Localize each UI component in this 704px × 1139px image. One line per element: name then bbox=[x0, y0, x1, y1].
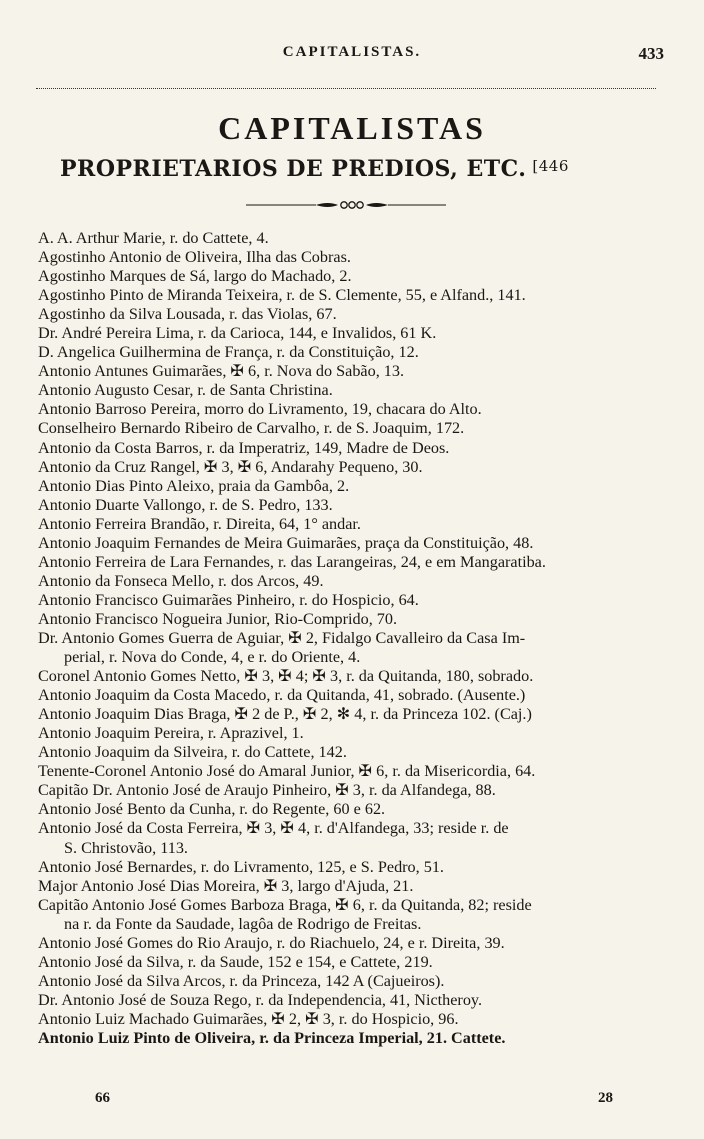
list-item: Dr. Antonio Gomes Guerra de Aguiar, ✠ 2, Fidalgo Cavalleiro da Casa Im- bbox=[38, 628, 526, 647]
list-item-continuation: perial, r. Nova do Conde, 4, e r. do Oriente, 4. bbox=[64, 648, 361, 667]
list-item: Antonio José da Silva, r. da Saude, 152 e 154, e Cattete, 219. bbox=[38, 952, 433, 971]
page-footer bbox=[0, 1090, 704, 1110]
list-item: Antonio Francisco Nogueira Junior, Rio-Comprido, 70. bbox=[38, 609, 398, 628]
list-item-continuation: S. Christovão, 113. bbox=[64, 838, 188, 857]
list-item: Capitão Antonio José Gomes Barboza Braga, ✠ 6, r. da Quitanda, 82; reside bbox=[38, 895, 532, 914]
list-item: Agostinho Antonio de Oliveira, Ilha das Cobras. bbox=[38, 248, 351, 267]
section-title: CAPITALISTAS bbox=[218, 110, 486, 146]
list-item: Antonio Joaquim Dias Braga, ✠ 2 de P., ✠ 2, ✻ 4, r. da Princeza 102. (Caj.) bbox=[38, 705, 532, 724]
header-rule bbox=[36, 88, 656, 89]
list-item: Conselheiro Bernardo Ribeiro de Carvalho, r. de S. Joaquim, 172. bbox=[38, 419, 465, 438]
list-item: Antonio José Bento da Cunha, r. do Regente, 60 e 62. bbox=[38, 800, 386, 819]
subtitle-ref: [446 bbox=[532, 157, 569, 175]
list-item: Tenente-Coronel Antonio José do Amaral Junior, ✠ 6, r. da Misericordia, 64. bbox=[38, 762, 536, 781]
subtitle-text: PROPRIETARIOS DE PREDIOS, ETC. bbox=[60, 156, 527, 182]
list-item: Antonio da Cruz Rangel, ✠ 3, ✠ 6, Andarahy Pequeno, 30. bbox=[38, 457, 423, 476]
list-item: Capitão Dr. Antonio José de Araujo Pinheiro, ✠ 3, r. da Alfandega, 88. bbox=[38, 781, 496, 800]
list-item: D. Angelica Guilhermina de França, r. da Constituição, 12. bbox=[38, 343, 419, 362]
list-item: Dr. Antonio José de Souza Rego, r. da Independencia, 41, Nictheroy. bbox=[38, 990, 482, 1009]
list-item: Antonio da Costa Barros, r. da Imperatriz, 149, Madre de Deos. bbox=[38, 438, 450, 457]
list-item: Antonio José Bernardes, r. do Livramento, 125, e S. Pedro, 51. bbox=[38, 857, 444, 876]
list-item: Antonio Augusto Cesar, r. de Santa Christina. bbox=[38, 381, 333, 400]
list-item: Major Antonio José Dias Moreira, ✠ 3, largo d'Ajuda, 21. bbox=[38, 876, 414, 895]
list-item: Antonio Francisco Guimarães Pinheiro, r. do Hospicio, 64. bbox=[38, 590, 419, 609]
list-item: Agostinho Marques de Sá, largo do Machado, 2. bbox=[38, 267, 352, 286]
list-item: Antonio José da Costa Ferreira, ✠ 3, ✠ 4, r. d'Alfandega, 33; reside r. de bbox=[38, 819, 509, 838]
footer-signature-right: 28 bbox=[598, 1090, 613, 1106]
list-item: Agostinho Pinto de Miranda Teixeira, r. de S. Clemente, 55, e Alfand., 141. bbox=[38, 286, 526, 305]
list-item: Antonio Joaquim da Costa Macedo, r. da Quitanda, 41, sobrado. (Ausente.) bbox=[38, 686, 526, 705]
list-item: Antonio Dias Pinto Aleixo, praia da Gambôa, 2. bbox=[38, 476, 350, 495]
entries-list bbox=[38, 229, 668, 1048]
list-item: Antonio da Fonseca Mello, r. dos Arcos, 49. bbox=[38, 571, 324, 590]
list-item: Antonio Luiz Pinto de Oliveira, r. da Princeza Imperial, 21. Cattete. bbox=[38, 1028, 506, 1047]
list-item: Antonio Joaquim Fernandes de Meira Guimarães, praça da Constituição, 48. bbox=[38, 533, 534, 552]
list-item: Antonio José Gomes do Rio Araujo, r. do Riachuelo, 24, e r. Direita, 39. bbox=[38, 933, 505, 952]
ornament-divider bbox=[246, 198, 446, 212]
list-item: Antonio Ferreira Brandão, r. Direita, 64, 1° andar. bbox=[38, 514, 361, 533]
list-item: Antonio Joaquim da Silveira, r. do Cattete, 142. bbox=[38, 743, 347, 762]
page-number: 433 bbox=[638, 44, 664, 63]
list-item: A. A. Arthur Marie, r. do Cattete, 4. bbox=[38, 229, 269, 247]
list-item: Coronel Antonio Gomes Netto, ✠ 3, ✠ 4; ✠ 3, r. da Quitanda, 180, sobrado. bbox=[38, 667, 534, 686]
section-subtitle bbox=[60, 156, 700, 182]
list-item: Antonio Ferreira de Lara Fernandes, r. das Larangeiras, 24, e em Mangaratiba. bbox=[38, 552, 546, 571]
list-item: Antonio Duarte Vallongo, r. de S. Pedro, 133. bbox=[38, 495, 333, 514]
list-item: Agostinho da Silva Lousada, r. das Violas, 67. bbox=[38, 305, 337, 324]
list-item: Dr. André Pereira Lima, r. da Carioca, 144, e Invalidos, 61 K. bbox=[38, 324, 437, 343]
list-item: Antonio José da Silva Arcos, r. da Princeza, 142 A (Cajueiros). bbox=[38, 971, 445, 990]
running-head: CAPITALISTAS. bbox=[282, 44, 422, 60]
list-item: Antonio Luiz Machado Guimarães, ✠ 2, ✠ 3, r. do Hospicio, 96. bbox=[38, 1009, 459, 1028]
list-item: Antonio Joaquim Pereira, r. Aprazivel, 1. bbox=[38, 724, 304, 743]
list-item: Antonio Barroso Pereira, morro do Livramento, 19, chacara do Alto. bbox=[38, 400, 482, 419]
footer-signature-left: 66 bbox=[95, 1090, 110, 1106]
list-item: Antonio Antunes Guimarães, ✠ 6, r. Nova do Sabão, 13. bbox=[38, 362, 405, 381]
list-item-continuation: na r. da Fonte da Saudade, lagôa de Rodrigo de Freitas. bbox=[64, 914, 422, 933]
